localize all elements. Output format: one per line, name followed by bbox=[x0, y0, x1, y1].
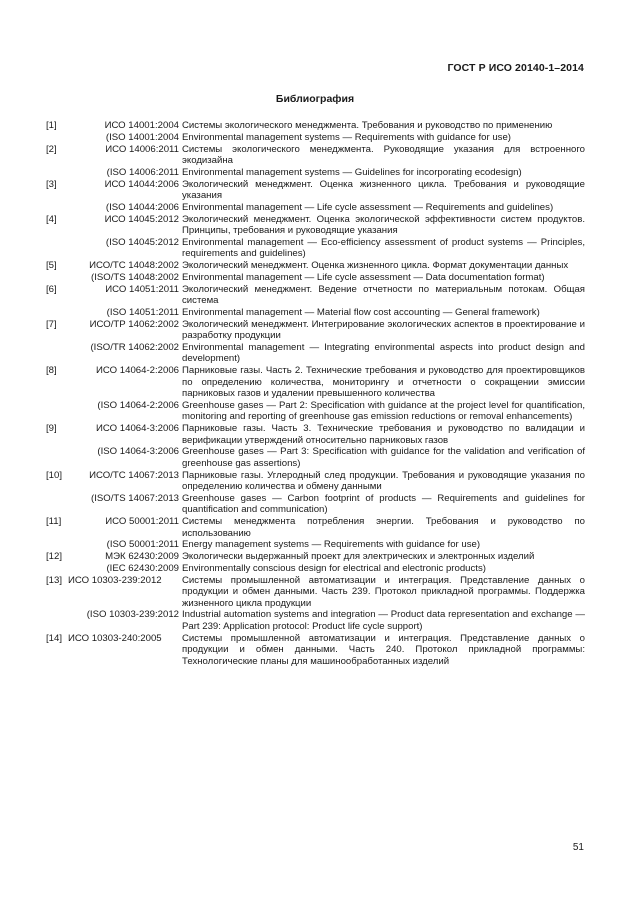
reference-original-title: Environmental management — Life cycle assessment — Data documentation format) bbox=[182, 271, 545, 283]
reference-original-title: Environmental management — Integrating environmental aspects into product design and development) bbox=[182, 341, 585, 364]
reference-original-title: Greenhouse gases — Carbon footprint of products — Requirements and guidelines for quantification and communication) bbox=[182, 492, 585, 515]
reference-number: [5] bbox=[46, 260, 57, 271]
reference-title: Системы промышленной автоматизации и интеграция. Представление данных о продукции и обмен данными. Часть 240. Протокол прикладной программы: Технологические планы для машинообработанных изделий bbox=[182, 632, 585, 667]
reference-original-code: (IEC 62430:2009 bbox=[106, 562, 179, 574]
reference-entry bbox=[46, 284, 585, 319]
reference-code: ИСО/ТС 14067:2013 bbox=[89, 469, 179, 481]
reference-code: ИСО 50001:2011 bbox=[105, 516, 179, 527]
reference-entry bbox=[46, 260, 585, 283]
reference-code: ИСО 14064-3:2006 bbox=[96, 423, 179, 434]
reference-original-code: (ISO/TS 14048:2002 bbox=[91, 271, 179, 283]
reference-title: Экологически выдержанный проект для электрических и электронных изделий bbox=[182, 551, 535, 562]
reference-original-code: (ISO/TS 14067:2013 bbox=[91, 492, 179, 504]
reference-original-code: (ISO 10303-239:2012 bbox=[86, 609, 179, 620]
reference-code: ИСО/ТР 14062:2002 bbox=[89, 318, 179, 330]
reference-title: Парниковые газы. Часть 3. Технические требования и руководство по валидации и верификации утверждений относительно парниковых газов bbox=[182, 423, 585, 446]
reference-entry bbox=[46, 633, 585, 668]
reference-number: [2] bbox=[46, 143, 57, 155]
reference-code: ИСО 14045:2012 bbox=[104, 213, 179, 225]
reference-entry bbox=[46, 575, 585, 633]
reference-entry bbox=[46, 423, 585, 469]
reference-title: Экологический менеджмент. Интегрирование экологических аспектов в проектирование и разработку продукции bbox=[182, 318, 585, 341]
reference-original-title: Environmental management systems — Guidelines for incorporating ecodesign) bbox=[182, 166, 522, 178]
reference-original-code: (ISO 14044:2006 bbox=[105, 201, 179, 213]
reference-number: [13] bbox=[46, 574, 63, 586]
reference-original-title: Industrial automation systems and integration — Product data representation and exchange — Part 239: Application protocol: Product life cycle support) bbox=[182, 609, 585, 632]
reference-number: [14] bbox=[46, 632, 63, 644]
reference-entry bbox=[46, 214, 585, 260]
reference-original-code: (ISO 14006:2011 bbox=[106, 166, 179, 178]
reference-title: Системы промышленной автоматизации и интеграция. Представление данных о продукции и обмен данными. Часть 239. Протокол прикладной программы. Поддержка жизненного цикла продукции bbox=[182, 574, 585, 609]
reference-number: [1] bbox=[46, 120, 57, 131]
reference-original-code: (ISO/TR 14062:2002 bbox=[90, 341, 179, 353]
reference-original-title: Greenhouse gases — Part 2: Specification with guidance at the project level for quantification, monitoring and reporting of greenhouse gas emission reductions or removal enhancements) bbox=[182, 399, 585, 422]
reference-number: [7] bbox=[46, 318, 57, 330]
reference-number: [10] bbox=[46, 469, 63, 481]
reference-original-code: (ISO 14001:2004 bbox=[105, 131, 179, 143]
reference-original-code: (ISO 14064-3:2006 bbox=[97, 446, 179, 457]
reference-number: [4] bbox=[46, 213, 57, 225]
reference-original-code: (ISO 14051:2011 bbox=[106, 306, 179, 318]
document-header: ГОСТ Р ИСО 20140-1–2014 bbox=[447, 62, 584, 74]
page-title: Библиография bbox=[275, 93, 355, 105]
reference-number: [8] bbox=[46, 365, 57, 376]
reference-number: [12] bbox=[46, 551, 63, 562]
reference-title: Экологический менеджмент. Ведение отчетности по материальным потокам. Общая система bbox=[182, 283, 585, 306]
reference-title: Экологический менеджмент. Оценка жизненного цикла. Формат документации данных bbox=[182, 260, 569, 271]
reference-entry bbox=[46, 516, 585, 551]
reference-code: ИСО 14044:2006 bbox=[104, 178, 179, 190]
reference-code: ИСО 10303-239:2012 bbox=[68, 574, 162, 586]
reference-number: [6] bbox=[46, 283, 57, 295]
reference-original-title: Environmental management — Eco-efficiency assessment of product systems — Principles, requirements and guidelines) bbox=[182, 236, 585, 259]
reference-code: ИСО/ТС 14048:2002 bbox=[89, 260, 179, 271]
reference-original-code: (ISO 14064-2:2006 bbox=[97, 399, 179, 411]
reference-entry bbox=[46, 365, 585, 423]
reference-original-title: Environmental management — Life cycle assessment — Requirements and guidelines) bbox=[182, 201, 554, 213]
reference-title: Экологический менеджмент. Оценка экологической эффективности систем продуктов. Принципы, требования и руководящие указания bbox=[182, 213, 585, 236]
reference-original-title: Environmentally conscious design for electrical and electronic products) bbox=[182, 562, 486, 574]
reference-title: Системы экологического менеджмента. Руководящие указания для встроенного экодизайна bbox=[182, 143, 585, 166]
reference-original-code: (ISO 50001:2011 bbox=[106, 539, 179, 550]
reference-entry bbox=[46, 144, 585, 179]
reference-original-title: Environmental management — Material flow cost accounting — General framework) bbox=[182, 306, 540, 318]
page-number: 51 bbox=[572, 842, 584, 853]
reference-entry bbox=[46, 120, 585, 143]
reference-entry bbox=[46, 470, 585, 516]
reference-number: [3] bbox=[46, 178, 57, 190]
reference-title: Парниковые газы. Часть 2. Технические требования и руководство для проектировщиков по определению количества, мониторингу и отчетности о сокращении эмиссии парниковых газов и удалении превышенного количества bbox=[182, 365, 585, 399]
reference-original-title: Energy management systems — Requirements with guidance for use) bbox=[182, 539, 481, 550]
reference-entry bbox=[46, 179, 585, 214]
reference-number: [9] bbox=[46, 423, 57, 434]
reference-code: ИСО 14064-2:2006 bbox=[96, 365, 179, 376]
reference-code: ИСО 14051:2011 bbox=[105, 283, 179, 295]
reference-title: Экологический менеджмент. Оценка жизненного цикла. Требования и руководящие указания bbox=[182, 178, 585, 201]
reference-code: ИСО 10303-240:2005 bbox=[68, 632, 162, 644]
reference-entry bbox=[46, 319, 585, 365]
reference-number: [11] bbox=[46, 516, 62, 527]
reference-original-title: Greenhouse gases — Part 3: Specification with guidance for the validation and verification of greenhouse gas assertions) bbox=[182, 446, 585, 469]
reference-title: Системы менеджмента потребления энергии. Требования и руководство по использованию bbox=[182, 516, 585, 539]
reference-code: МЭК 62430:2009 bbox=[105, 551, 179, 562]
reference-original-code: (ISO 14045:2012 bbox=[105, 236, 179, 248]
reference-code: ИСО 14006:2011 bbox=[105, 143, 179, 155]
reference-title: Парниковые газы. Углеродный след продукции. Требования и руководящие указания по определению количества и обмену данными bbox=[182, 469, 585, 492]
reference-code: ИСО 14001:2004 bbox=[104, 120, 179, 131]
reference-title: Системы экологического менеджмента. Требования и руководство по применению bbox=[182, 120, 553, 131]
bibliography-list bbox=[46, 120, 585, 668]
reference-entry bbox=[46, 551, 585, 574]
reference-original-title: Environmental management systems — Requirements with guidance for use) bbox=[182, 131, 512, 143]
